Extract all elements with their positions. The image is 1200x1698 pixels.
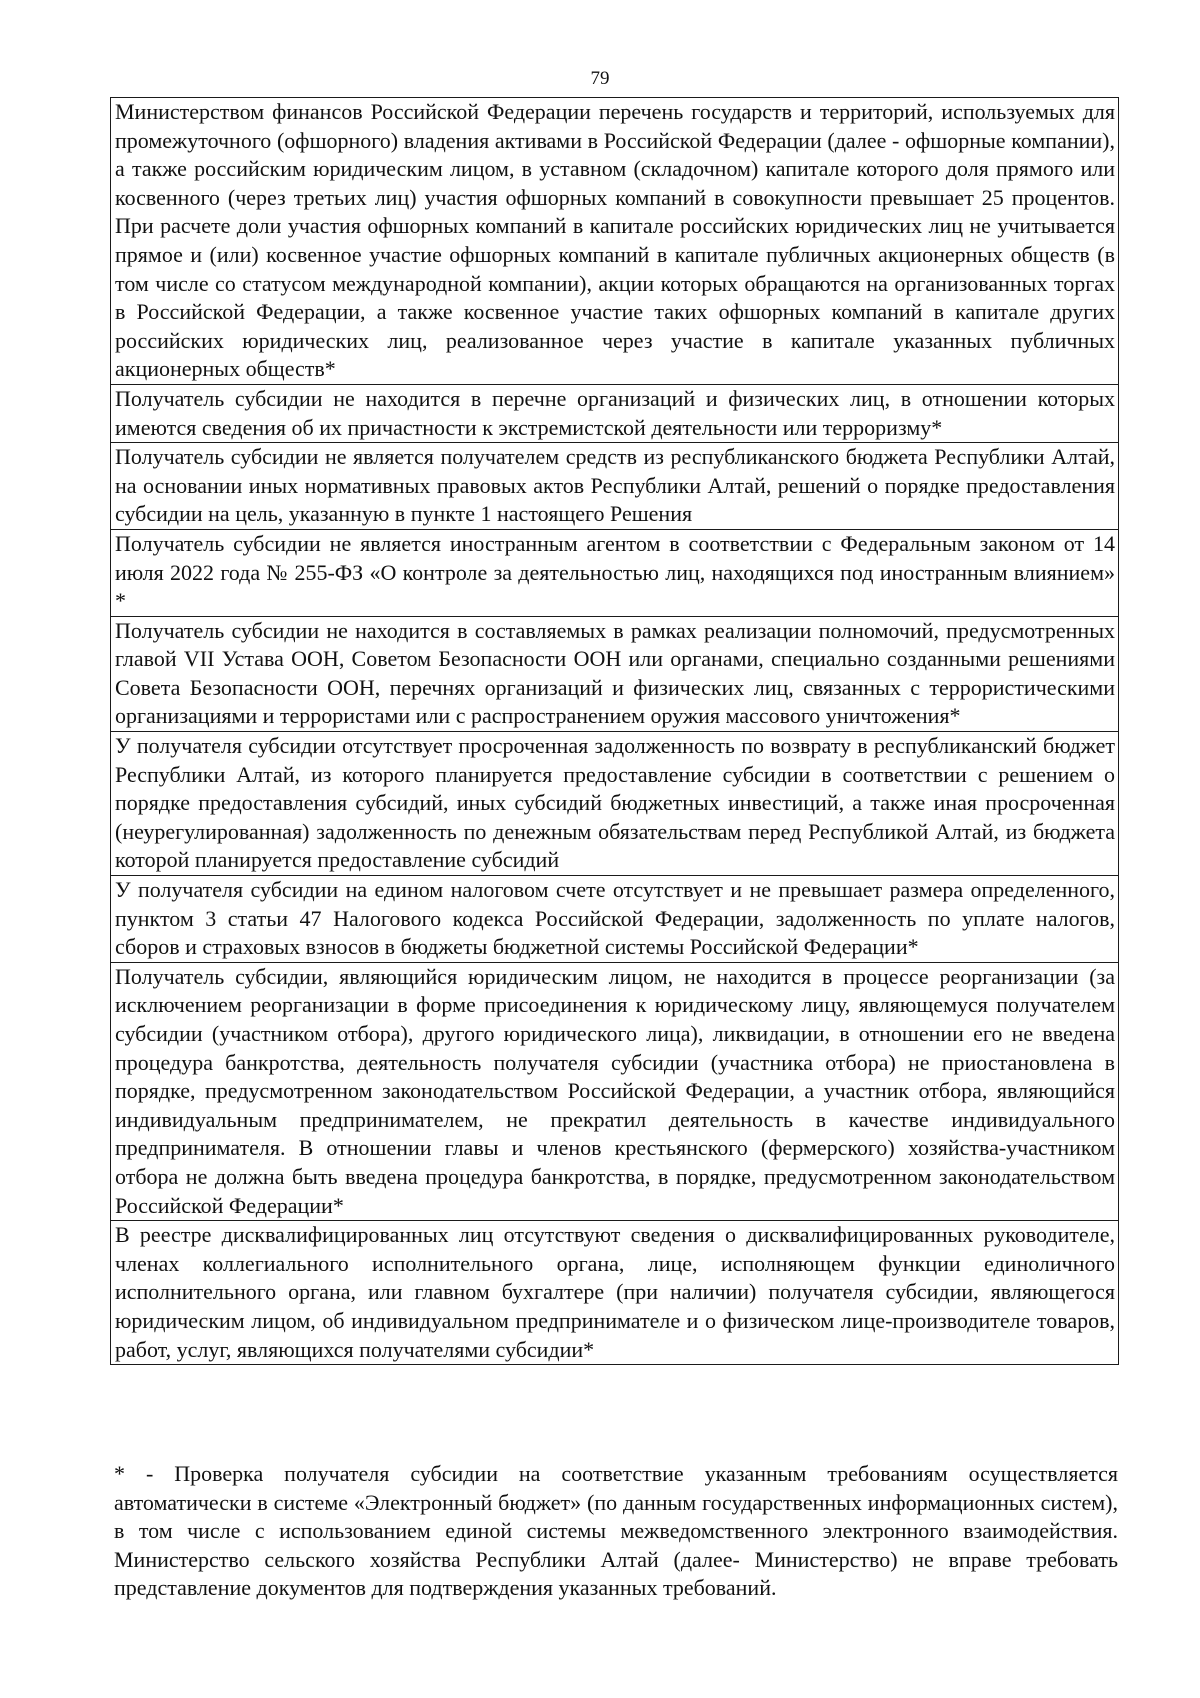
requirement-cell: У получателя субсидии на едином налоговом счете отсутствует и не превышает размера определенного, пунктом 3 статьи 47 Налогового кодекса Российской Федерации, задолженность по уплате налогов, сборов и страховых взносов в бюджеты бюджетной системы Российской Федерации* (111, 876, 1119, 963)
requirement-cell: Получатель субсидии не является иностранным агентом в соответствии с Федеральным законом от 14 июля 2022 года № 255-ФЗ «О контроле за деятельностью лиц, находящихся под иностранным влиянием» * (111, 529, 1119, 616)
requirement-cell: Получатель субсидии не является получателем средств из республиканского бюджета Республики Алтай, на основании иных нормативных правовых актов Республики Алтай, решений о порядке предоставления субсидии на цель, указанную в пункте 1 настоящего Решения (111, 443, 1119, 530)
requirement-cell: В реестре дисквалифицированных лиц отсутствуют сведения о дисквалифицированных руководителе, членах коллегиального исполнительного органа, лице, исполняющем функции единоличного исполнительного органа, или главном бухгалтере (при наличии) получателя субсидии, являющегося юридическим лицом, об индивидуальном предпринимателе и о физическом лице-производителе товаров, работ, услуг, являющихся получателями субсидии* (111, 1221, 1119, 1365)
requirement-cell: Получатель субсидии не находится в перечне организаций и физических лиц, в отношении которых имеются сведения об их причастности к экстремистской деятельности или терроризму* (111, 384, 1119, 442)
page-number: 79 (590, 68, 610, 89)
table-row (111, 443, 1119, 530)
table-row (111, 384, 1119, 442)
table-row (111, 1221, 1119, 1365)
requirement-cell: Получатель субсидии не находится в составляемых в рамках реализации полномочий, предусмотренных главой VII Устава ООН, Советом Безопасности ООН или органами, специально созданными решениями Совета Безопасности ООН, перечнях организаций и физических лиц, связанных с террористическими организациями и террористами или с распространением оружия массового уничтожения* (111, 616, 1119, 731)
table-row (111, 962, 1119, 1220)
requirement-cell: Министерством финансов Российской Федерации перечень государств и территорий, используемых для промежуточного (офшорного) владения активами в Российской Федерации (далее - офшорные компании), а также российским юридическим лицом, в уставном (складочном) капитале которого доля прямого или косвенного (через третьих лиц) участия офшорных компаний в совокупности превышает 25 процентов. При расчете доли участия офшорных компаний в капитале российских юридических лиц не учитывается прямое и (или) косвенное участие офшорных компаний в капитале публичных акционерных обществ (в том числе со статусом международной компании), акции которых обращаются на организованных торгах в Российской Федерации, а также косвенное участие таких офшорных компаний в капитале других российских юридических лиц, реализованное через участие в капитале указанных публичных акционерных обществ* (111, 98, 1119, 385)
table-row (111, 98, 1119, 385)
footnote: * - Проверка получателя субсидии на соответствие указанным требованиям осуществляется автоматически в системе «Электронный бюджет» (по данным государственных информационных систем), в том числе с использованием единой системы межведомственного электронного взаимодействия. Министерство сельского хозяйства Республики Алтай (далее- Министерство) не вправе требовать представление документов для подтверждения указанных требований. (114, 1461, 1118, 1601)
table-row (111, 529, 1119, 616)
requirement-cell: У получателя субсидии отсутствует просроченная задолженность по возврату в республиканский бюджет Республики Алтай, из которого планируется предоставление субсидии в соответствии с решением о порядке предоставления субсидий, иных субсидий бюджетных инвестиций, а также иная просроченная (неурегулированная) задолженность по денежным обязательствам перед Республикой Алтай, из бюджета которой планируется предоставление субсидий (111, 732, 1119, 876)
table-row (111, 876, 1119, 963)
requirements-table (110, 97, 1119, 1365)
table-row (111, 732, 1119, 876)
requirement-cell: Получатель субсидии, являющийся юридическим лицом, не находится в процессе реорганизации (за исключением реорганизации в форме присоединения к юридическому лицу, являющемуся получателем субсидии (участником отбора), другого юридического лица), ликвидации, в отношении его не введена процедура банкротства, деятельность получателя субсидии (участника отбора) не приостановлена в порядке, предусмотренном законодательством Российской Федерации, а участник отбора, являющийся индивидуальным предпринимателем, не прекратил деятельность в качестве индивидуального предпринимателя. В отношении главы и членов крестьянского (фермерского) хозяйства-участником отбора не должна быть введена процедура банкротства, в порядке, предусмотренном законодательством Российской Федерации* (111, 962, 1119, 1220)
table-row (111, 616, 1119, 731)
